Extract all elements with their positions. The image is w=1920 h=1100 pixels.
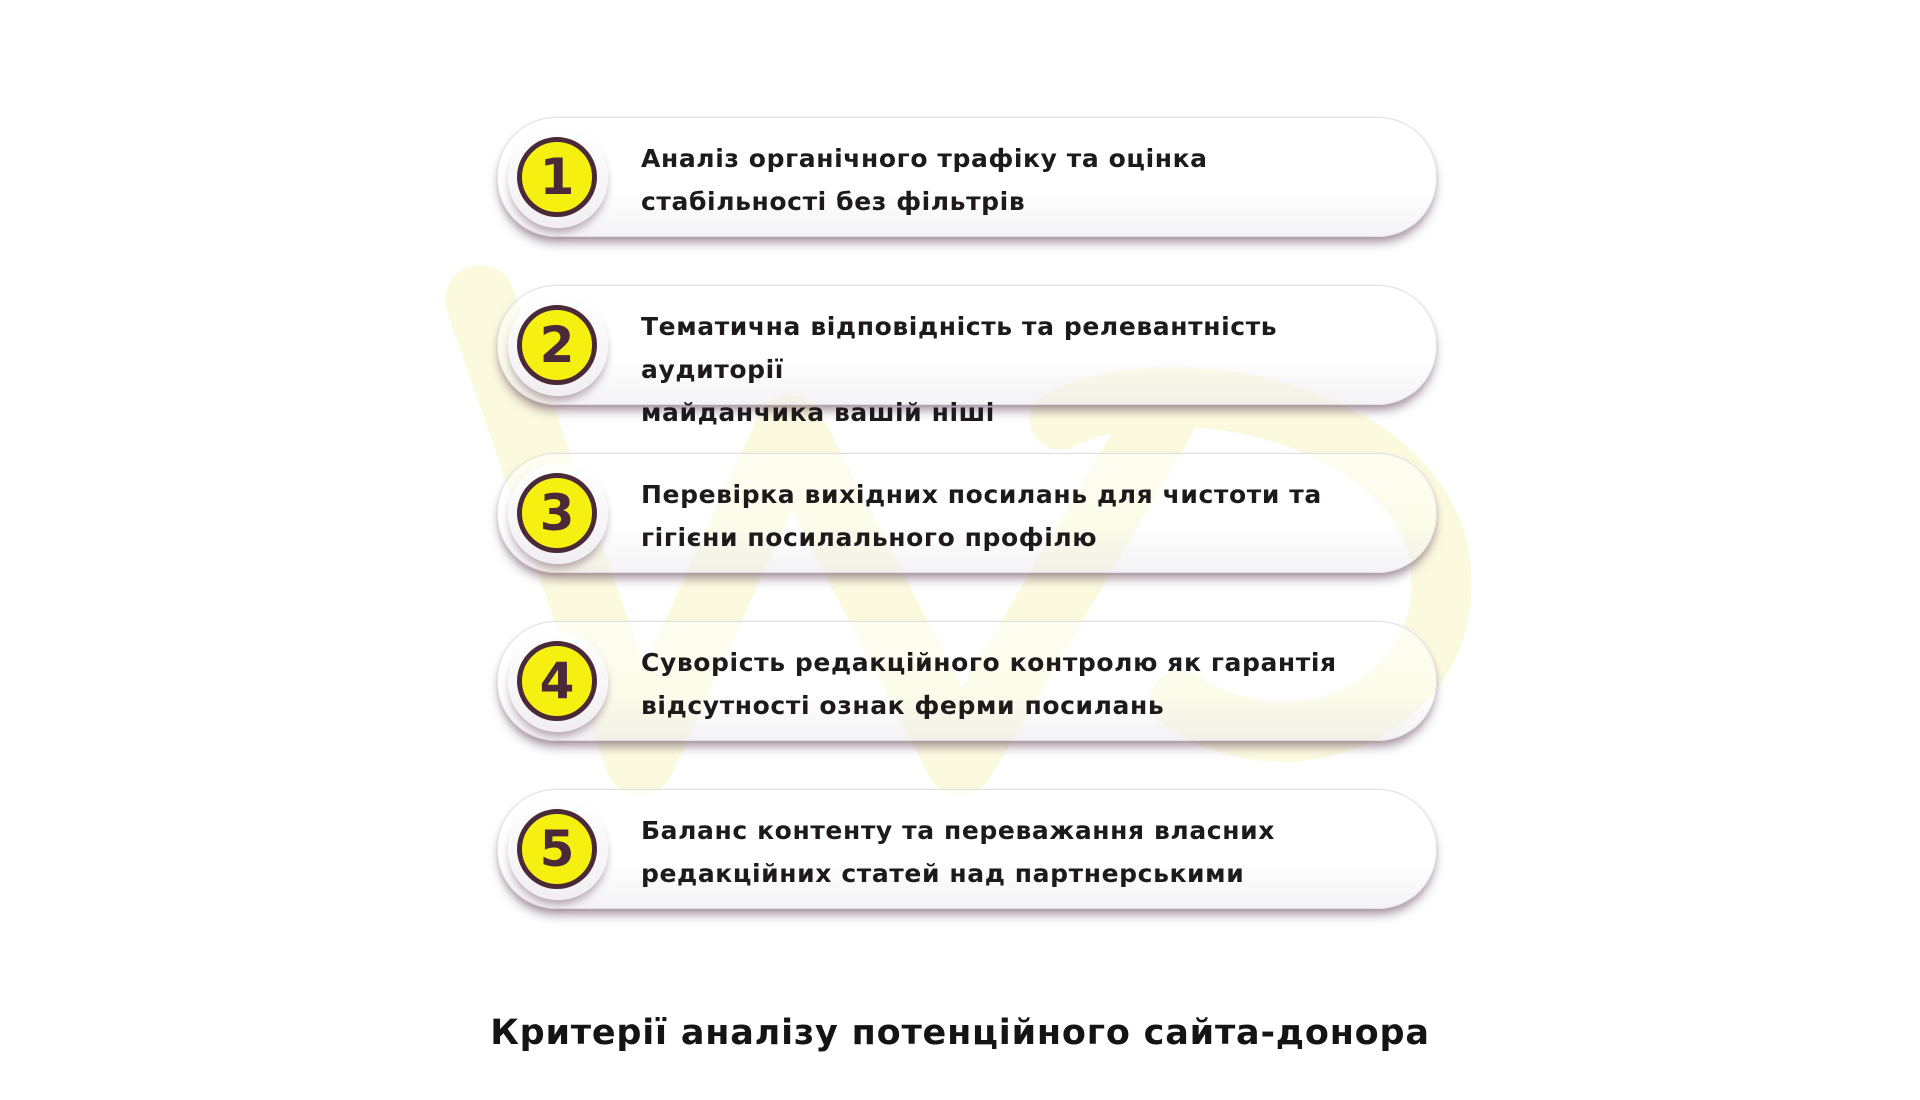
criterion-item-5 bbox=[497, 789, 1437, 909]
number-badge-ring bbox=[508, 464, 608, 564]
criterion-item-2 bbox=[497, 285, 1437, 427]
criterion-text: Тематична відповідність та релевантність аудиторії майданчика вашій ніші bbox=[641, 312, 1278, 427]
number-badge: 2 bbox=[517, 305, 597, 385]
criteria-list bbox=[497, 117, 1437, 909]
criterion-text: Перевірка вихідних посилань для чистоти та гігієни посилального профілю bbox=[641, 480, 1322, 552]
number-badge: 3 bbox=[517, 473, 597, 553]
number-badge: 1 bbox=[517, 137, 597, 217]
criterion-text: Суворість редакційного контролю як гарантія відсутності ознак ферми посилань bbox=[641, 648, 1337, 720]
number-badge-ring bbox=[508, 800, 608, 900]
figure-caption: Критерії аналізу потенційного сайта-донора bbox=[490, 1013, 1430, 1053]
number-badge-ring bbox=[508, 128, 608, 228]
criterion-item-1 bbox=[497, 117, 1437, 237]
criterion-text: Аналіз органічного трафіку та оцінка стабільності без фільтрів bbox=[641, 144, 1208, 216]
criterion-item-4 bbox=[497, 621, 1437, 741]
number-badge: 4 bbox=[517, 641, 597, 721]
number-badge: 5 bbox=[517, 809, 597, 889]
number-badge-ring bbox=[508, 296, 608, 396]
criterion-text: Баланс контенту та переважання власних редакційних статей над партнерськими bbox=[641, 816, 1275, 888]
criterion-item-3 bbox=[497, 453, 1437, 573]
number-badge-ring bbox=[508, 632, 608, 732]
